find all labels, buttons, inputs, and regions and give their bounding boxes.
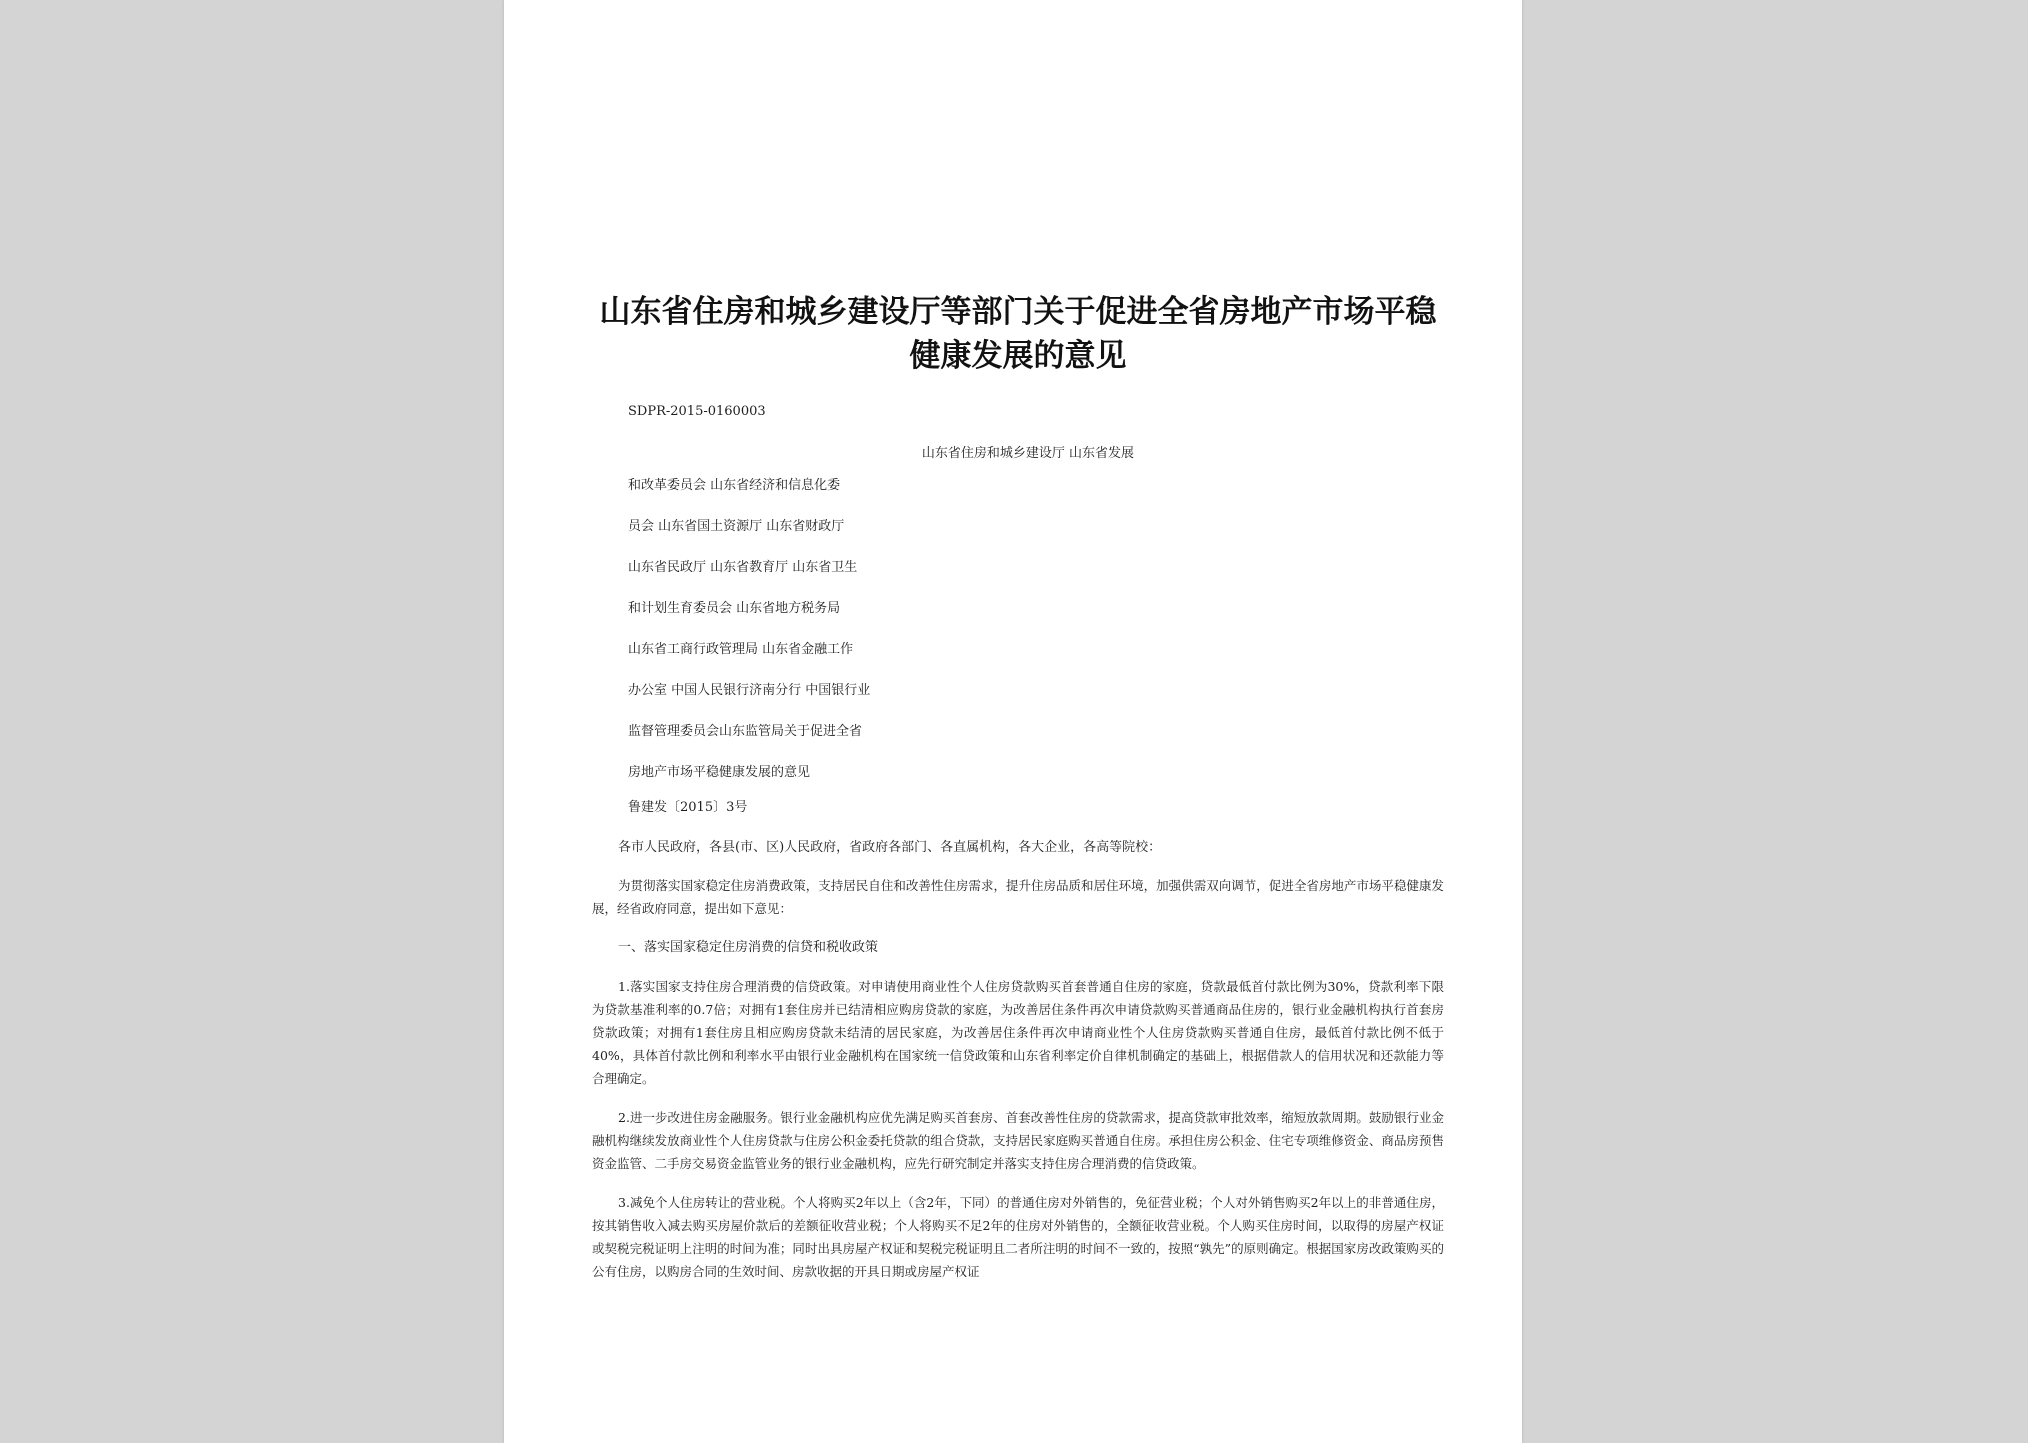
- issuer-line: 房地产市场平稳健康发展的意见: [628, 765, 811, 780]
- body-paragraph: 1.落实国家支持住房合理消费的信贷政策。对申请使用商业性个人住房贷款购买首套普通自住房的家庭，贷款最低首付款比例为30%，贷款利率下限为贷款基准利率的0.7倍；对拥有1套住房并已结清相应购房贷款的家庭，为改善居住条件再次申请贷款购买普通商品住房的，银行业金融机构执行首套房贷款政策；对拥有1套住房且相应购房贷款未结清的居民家庭，为改善居住条件再次申请商业性个人住房贷款购买普通自住房，最低首付款比例不低于40%，具体首付款比例和利率水平由银行业金融机构在国家统一信贷政策和山东省利率定价自律机制确定的基础上，根据借款人的信用状况和还款能力等合理确定。: [592, 979, 1444, 1086]
- issuer-list: [628, 476, 1444, 783]
- issuer-line: 员会 山东省国土资源厅 山东省财政厅: [628, 519, 845, 534]
- salutation: 各市人民政府，各县(市、区)人民政府，省政府各部门、各直属机构，各大企业，各高等院校：: [618, 840, 1162, 855]
- issuer-line: 山东省民政厅 山东省教育厅 山东省卫生: [628, 560, 858, 575]
- document-title: 山东省住房和城乡建设厅等部门关于促进全省房地产市场平稳健康发展的意见: [599, 294, 1437, 374]
- issuer-line: 和计划生育委员会 山东省地方税务局: [628, 601, 841, 616]
- issuer-line: 监督管理委员会山东监管局关于促进全省: [628, 724, 863, 739]
- issuer-line: 和改革委员会 山东省经济和信息化委: [628, 478, 841, 493]
- issuer-line: 办公室 中国人民银行济南分行 中国银行业: [628, 683, 871, 698]
- section-heading: 一、落实国家稳定住房消费的信贷和税收政策: [618, 940, 879, 955]
- intro-paragraph: 为贯彻落实国家稳定住房消费政策，支持居民自住和改善性住房需求，提升住房品质和居住环境，加强供需双向调节，促进全省房地产市场平稳健康发展，经省政府同意，提出如下意见：: [592, 878, 1444, 916]
- body-paragraph: 2.进一步改进住房金融服务。银行业金融机构应优先满足购买首套房、首套改善性住房的贷款需求，提高贷款审批效率，缩短放款周期。鼓励银行业金融机构继续发放商业性个人住房贷款与住房公积金委托贷款的组合贷款，支持居民家庭购买普通自住房。承担住房公积金、住宅专项维修资金、商品房预售资金监管、二手房交易资金监管业务的银行业金融机构，应先行研究制定并落实支持住房合理消费的信贷政策。: [592, 1110, 1444, 1171]
- document-page: [504, 0, 1522, 1443]
- body-paragraph: 3.减免个人住房转让的营业税。个人将购买2年以上（含2年，下同）的普通住房对外销售的，免征营业税；个人对外销售购买2年以上的非普通住房，按其销售收入减去购买房屋价款后的差额征收营业税；个人将购买不足2年的住房对外销售的，全额征收营业税。个人购买住房时间，以取得的房屋产权证或契税完税证明上注明的时间为准；同时出具房屋产权证和契税完税证明且二者所注明的时间不一致的，按照“孰先”的原则确定。根据国家房改政策购买的公有住房，以购房合同的生效时间、房款收据的开具日期或房屋产权证: [592, 1195, 1444, 1279]
- document-number: SDPR-2015-0160003: [628, 404, 766, 419]
- issuer-line: 山东省工商行政管理局 山东省金融工作: [628, 642, 854, 657]
- reference-number: 鲁建发〔2015〕3号: [628, 800, 748, 815]
- document-content: [592, 290, 1444, 1283]
- issuer-line: 山东省住房和城乡建设厅 山东省发展: [921, 446, 1135, 461]
